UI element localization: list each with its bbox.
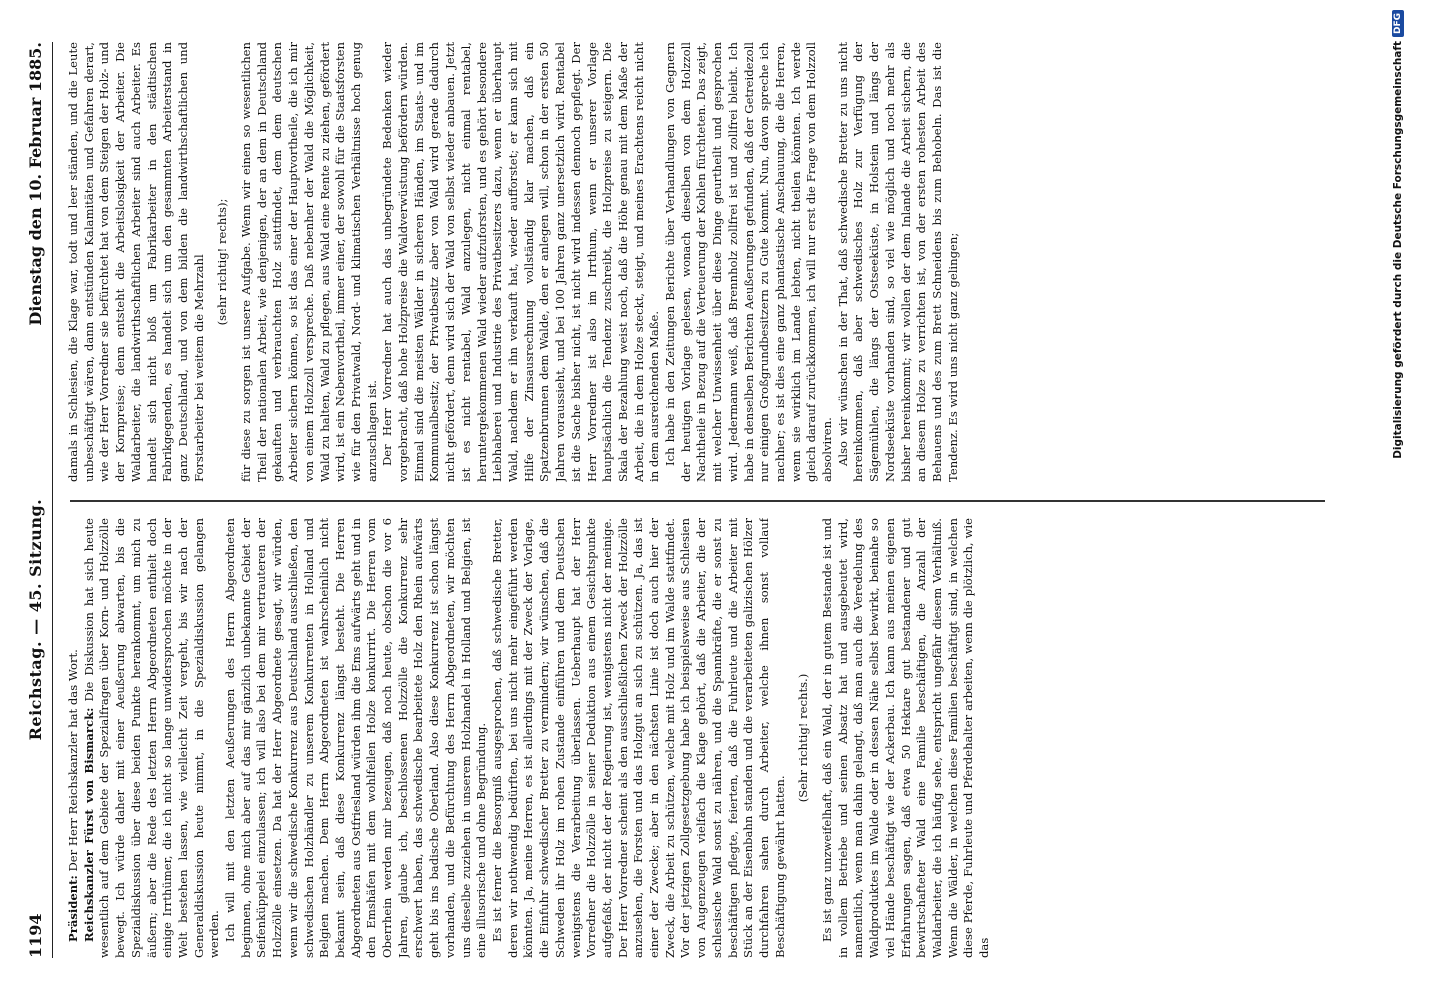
page-header — [26, 42, 53, 958]
column-divider — [70, 501, 1325, 503]
paragraph: für diese zu sorgen ist unsere Aufgabe. Wenn wir einen so wesentlichen Theil der nationalen Arbeit, wie denjenigen, der an dem in Deutschland gekauften und verbrauchten Holz stattfindet, dem dem deutschen Arbeiter sichern können, so ist das einer der Hauptvortheile, die ich mir von einem Holzzoll verspreche. Daß nebenher der Wald die Möglichkeit, Wald zu halten, Wald zu pflegen, aus Wald eine Rente zu ziehen, gefördert wird, ist ein Nebenvortheil, immer einer, der sowohl für die Staatsforsten wie für den Privatwald, Nord- und klimatischen Verhältnisse hoch genug anzuschlagen ist. — [239, 42, 379, 482]
speech-text: Der Herr Reichskanzler hat das Wort. — [66, 649, 80, 876]
text-column-right — [66, 42, 1326, 482]
paragraph: Es ist ferner die Besorgniß ausgesprochen, daß schwedische Bretter, deren wir nothwendig bedürften, bei uns nicht mehr eingeführt werden könnten. Ja, meine Herren, es ist allerdings mit der Zweck der Vorlage, die Einfuhr schwedischer Bretter zu vermindern; wir wünschen, daß die Schweden ihr Holz im rohen Zustande einführen und dem Deutschen wenigstens die Verarbeitung überlassen. Ueberhaupt hat der Herr Vorredner die Holzzölle in seiner Deduktion aus einem Gesichtspunkte aufgefaßt, der nicht der der Regierung ist, wenigstens nicht der meinige. Der Herr Vorredner scheint als den ausschließlichen Zweck der Holzzölle anzusehen, die Forsten und das Holzgut an sich zu schützen. Ja, das ist einer der Zwecke; aber in den nächsten Linie ist doch auch hier der Zweck, die Arbeit zu schützen, welche mit Holz und im Walde stattfindet. Vor der jetzigen Zollgesetzgebung habe ich beispielsweise aus Schlesien von Augenzeugen vielfach die Klage gehört, daß die Arbeiter, die der schlesische Wald sonst zu nähren, und die Spannkräfte, die er sonst zu beschäftigen pflegte, feierten, daß die Fuhrleute und die Arbeiter mit Stück an der Eisenbahn standen und die verarbeiteten galizischen Hölzer durchfahren sahen durch Arbeiter, welche ihnen sonst vollauf Beschäftigung gewährt hatten. — [489, 518, 787, 958]
paragraph — [66, 518, 82, 958]
session-date: Dienstag den 10. Februar 1885. — [26, 42, 45, 326]
paragraph — [82, 518, 223, 958]
session-title: Reichstag. — 45. Sitzung. — [26, 498, 45, 741]
page-number: 1194 — [26, 913, 45, 958]
speaker-name: Präsident: — [66, 875, 80, 942]
speech-text: Die Diskussion hat sich heute wesentlich auf dem Gebiete der Spezialfragen über Korn- und Holzzölle bewegt. Ich würde daher mit einer Aeußerung abwarten, bis die Spezialdiskussion über diese beiden Punkte herankommt, um mich zu äußern; aber die Rede des letzten Herrn Abgeordneten enthielt doch einige Irrthümer, die ich nicht so lange unwidersprochen möchte in der Welt bestehen lassen, wie vielleicht Zeit vergeht, bis wir nach der Generaldiskussion heute nimmt, in die Spezialdiskussion gelangen werden. — [81, 518, 222, 958]
speaker-name: Reichskanzler Fürst von Bismarck: — [81, 707, 96, 942]
credit-text: Digitalisierung gefördert durch die Deutsche Forschungsgemeinschaft — [1392, 41, 1404, 459]
dfg-logo: DFG — [1392, 10, 1404, 37]
paragraph: damals in Schlesien, die Klage war, todt und leer ständen, und die Leute unbeschäftigt wären, dann entstünden Kalamitäten und Gefahren derart, wie der Herr Vorredner sie befürchtet hat von dem Steigen der Holz- und der Kornpreise; denn entsteht die Arbeitslosigkeit der Arbeiter. Die Waldarbeiter, die landwirthschaftlichen Arbeiter sind auch Arbeiter. Es handelt sich nicht bloß um Fabrikarbeiter in den städtischen Fabrikgegenden, es handelt sich um den gesammten Arbeiterstand in ganz Deutschland, und von dem bilden die landwirthschaftlichen und Forstarbeiter bei weitem die Mehrzahl — [66, 42, 206, 482]
interjection: (Sehr richtig! rechts.) — [796, 673, 811, 803]
paragraph: Ich will mit den letzten Aeußerungen des Herrn Abgeordneten beginnen, ohne mich aber auf das mir gänzlich unbekannte Gebiet der Seifenküppelei einzulassen; ich will also bei dem mir vertrauteren der Holzzölle einsetzen. Da hat der Herr Abgeordnete gesagt, wir würden, wenn wir die schwedische Konkurrenz aus Deutschland ausschließen, den schwedischen Holzhändler zu unserem Konkurrenten in Holland und Belgien machen. Dem Herrn Abgeordneten ist wahrscheinlich nicht bekannt sein, daß diese Konkurrenz längst besteht. Die Herren Abgeordneten aus Ostfriesland würden ihm die Ems aufwärts geht und in den Emshäfen mit dem wohlfeilen Holze konkurrirt. Die Herren vom Oberrhein werden mir bezeugen, daß noch heute, obschon die vor 6 Jahren, glaube ich, beschlossenen Holzzölle die Konkurrenz sehr erschwert haben, das schwedische bearbeitete Holz den Rhein aufwärts geht bis ins badische Oberland. Also diese Konkurrenz ist schon längst vorhanden, und die Befürchtung des Herrn Abgeordneten, wir möchten uns dieselbe zuziehen in unserem Holzhandel in Holland und Belgien, ist eine illusorische und ohne Begründung. — [223, 518, 489, 958]
digitization-credit — [1392, 10, 1404, 1000]
paragraph: Ich habe in den Zeitungen Berichte über Verhandlungen von Gegnern der heutigen Vorlage gelesen, wonach dieselben von dem Holzzoll Nachtheile in Bezug auf die Verteuerung der Kohlen fürchteten. Das zeigt, mit welcher Unwissenheit über diese Dinge geurtheilt und gesprochen wird. Jedermann weiß, daß Brennholz zollfrei ist und zollfrei bleibt. Ich habe in denselben Berichten Aeußerungen gefunden, daß der Getreidezoll nur einigen Großgrundbesitzern zu Gute kommt. Nun, davon spreche ich nachher; es ist dies eine ganz phantastische Anschauung, die die Herren, wenn sie wirklich im Lande lebten, nicht theilen könnten. Ich werde gleich darauf zurückkommen, ich will nur erst die Frage von dem Holzzoll absolviren. — [663, 42, 835, 482]
paragraph: Es ist ganz unzweifelhaft, daß ein Wald, der in gutem Bestande ist und in vollem Betriebe und seinen Absatz hat und ausgebeutet wird, namentlich, wenn man dahin gelangt, daß man auch die Veredelung des Waldproduktes im Walde oder in dessen Nähe selbst bewirkt, beinahe so viel Hände beschäftigt wie der Ackerbau. Ich kann aus meinen eigenen Erfahrungen sagen, daß etwa 50 Hektare gut bestandener und gut bewirtschafteter Wald eine Familie beschäftigen, die Anzahl der Waldarbeiter, die ich häufig sehe, entspricht ungefähr diesem Verhältniß. Wenn die Wälder, in welchen diese Familien beschäftigt sind, in welchen diese Pferde, Fuhrleute und Pferdehalter arbeiten, wenn die plötzlich, wie das — [820, 518, 992, 958]
interjection: (sehr richtig! rechts); — [215, 198, 230, 326]
paragraph: Also wir wünschen in der That, daß schwedische Bretter zu uns nicht hereinkommen, daß aber schwedisches Holz zur Verfügung der Sägemühlen, die längs der Ostseeküste, in Holstein und längs der Nordseeküste vorhanden sind, so viel wie möglich und noch mehr als bisher hereinkommt; wir wollen der dem Inlande die Arbeit sichern, die an diesem Holze zu verrichten ist, von der ersten rohesten Arbeit des Behauens und des zum Brett Schneidens bis zum Behobeln. Das ist die Tendenz. Es wird uns nicht ganz gelingen; — [835, 42, 960, 482]
text-column-left — [66, 518, 1326, 958]
paragraph: Der Herr Vorredner hat auch das unbegründete Bedenken wieder vorgebracht, daß hohe Holzpreise die Waldverwüstung befördern würden. Einmal sind die meisten Wälder in sicheren Händen, im Staats- und im Kommunalbesitz; der Privatbesitz aber von Wald wird gerade dadurch nicht gefördert, denn wird sich der Wald von selbst wieder anbauen. Jetzt ist es nicht rentabel, Wald anzulegen, nicht einmal rentabel, heruntergekommenen Wald wieder aufzuforsten, und es gehört besondere Liebhaberei und Industrie des Privatbesitzers dazu, wenn er überhaupt Wald, nachdem er ihn verkauft hat, wieder aufforstet; er kann sich mit Hilfe der Zinsausrechnung vollständig klar machen, daß ein Spatzenbrunnen dem Walde, den er anlegen will, schon in der ersten 50 Jahren voraussieht, und bei 100 Jahren ganz unersetzlich wird. Rentabel ist die Sache bisher nicht, ist nicht wird indessen dennoch gepflegt. Der Herr Vorredner ist also im Irrthum, wenn er unserer Vorlage hauptsächlich die Tendenz zuschreibt, die Holzpreise zu steigern. Die Skala der Bezahlung weist noch, daß die Höhe genau mit dem Maße der Arbeit, die in dem Holze steckt, steigt, und meines Erachtens reicht nicht in dem ausreichenden Maße. — [380, 42, 662, 482]
